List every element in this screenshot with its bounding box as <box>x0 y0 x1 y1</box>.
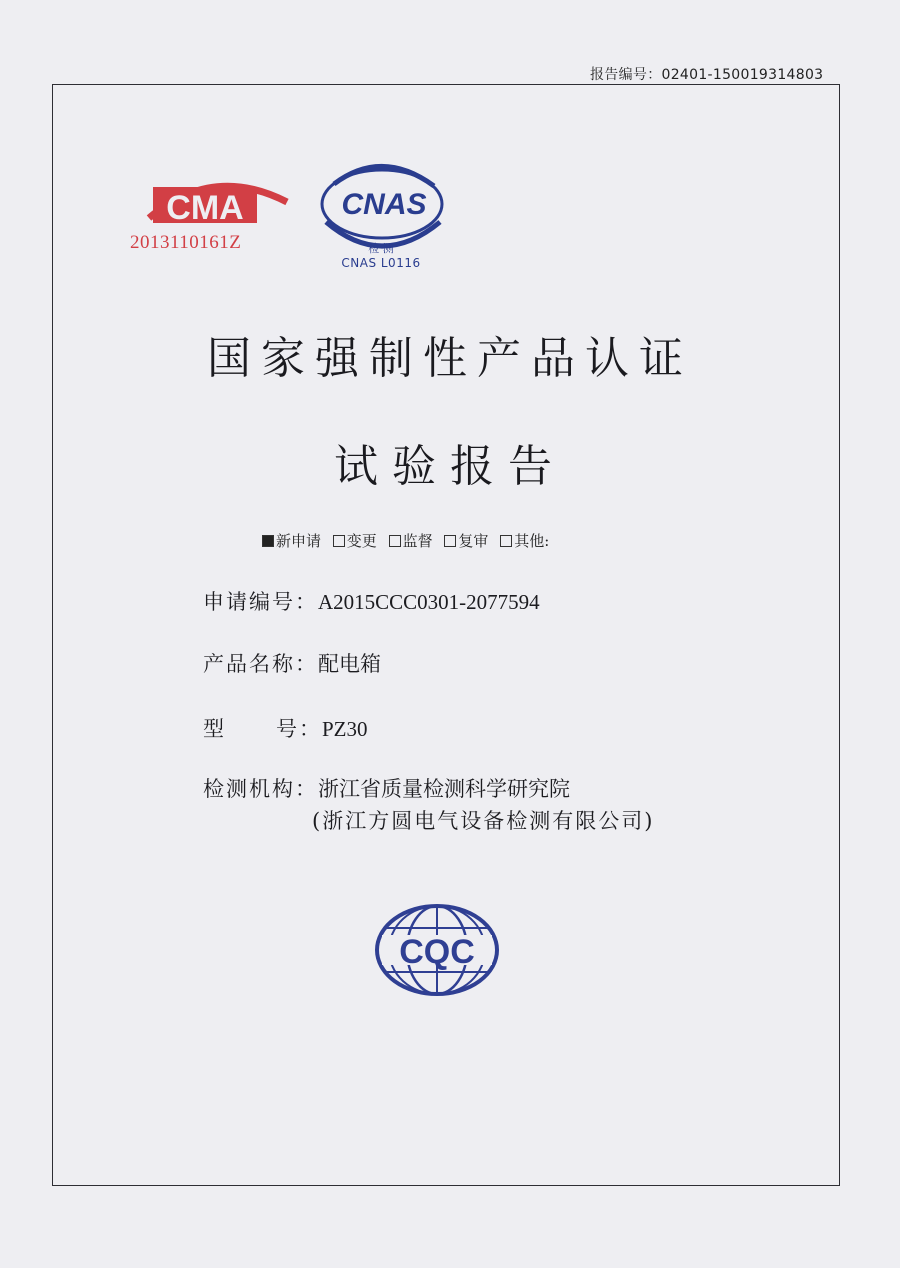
option-label: 变更 <box>346 532 377 550</box>
cnas-code: CNAS L0116 <box>341 256 421 270</box>
model-label-b: 号： <box>276 717 322 741</box>
model-row <box>203 713 368 743</box>
option-other[interactable] <box>500 530 549 551</box>
report-number: 报告编号：02401-150019314803 <box>590 67 824 83</box>
option-new[interactable] <box>262 530 321 551</box>
option-label: 新申请 <box>276 532 322 550</box>
model-label <box>203 717 322 741</box>
cqc-logo-icon <box>372 902 502 998</box>
application-number-value: A2015CCC0301-2077594 <box>318 590 540 614</box>
cnas-label: 检 测 <box>368 242 394 255</box>
option-label: 其他: <box>514 532 550 550</box>
cnas-text: CNAS <box>341 188 427 221</box>
checkbox-icon <box>333 535 345 547</box>
checkbox-icon <box>262 535 274 547</box>
checkbox-icon <box>444 535 456 547</box>
application-number-label: 申请编号： <box>203 590 318 614</box>
title-main: 国家强制性产品认证 <box>207 333 693 384</box>
title-sub: 试验报告 <box>334 441 566 492</box>
checkbox-icon <box>500 535 512 547</box>
product-name-label: 产品名称： <box>203 652 318 676</box>
test-org-subname: (浙江方圆电气设备检测有限公司) <box>312 809 655 833</box>
checkbox-icon <box>389 535 401 547</box>
product-name-row <box>203 648 381 678</box>
option-supervision[interactable] <box>389 530 433 551</box>
option-label: 复审 <box>458 532 489 550</box>
cqc-text: CQC <box>399 933 475 971</box>
application-type-options <box>262 530 556 551</box>
test-org-value: 浙江省质量检测科学研究院 <box>318 777 570 801</box>
option-change[interactable] <box>333 530 377 551</box>
cma-number: 2013110161Z <box>130 232 242 253</box>
test-org-row <box>203 773 570 803</box>
product-name-value: 配电箱 <box>318 652 381 676</box>
application-number-row <box>203 586 540 616</box>
model-label-a: 型 <box>203 717 226 741</box>
option-review[interactable] <box>444 530 488 551</box>
cma-text: CMA <box>166 189 244 227</box>
test-org-label: 检测机构： <box>203 777 318 801</box>
option-label: 监督 <box>402 532 433 550</box>
model-value: PZ30 <box>322 717 368 741</box>
